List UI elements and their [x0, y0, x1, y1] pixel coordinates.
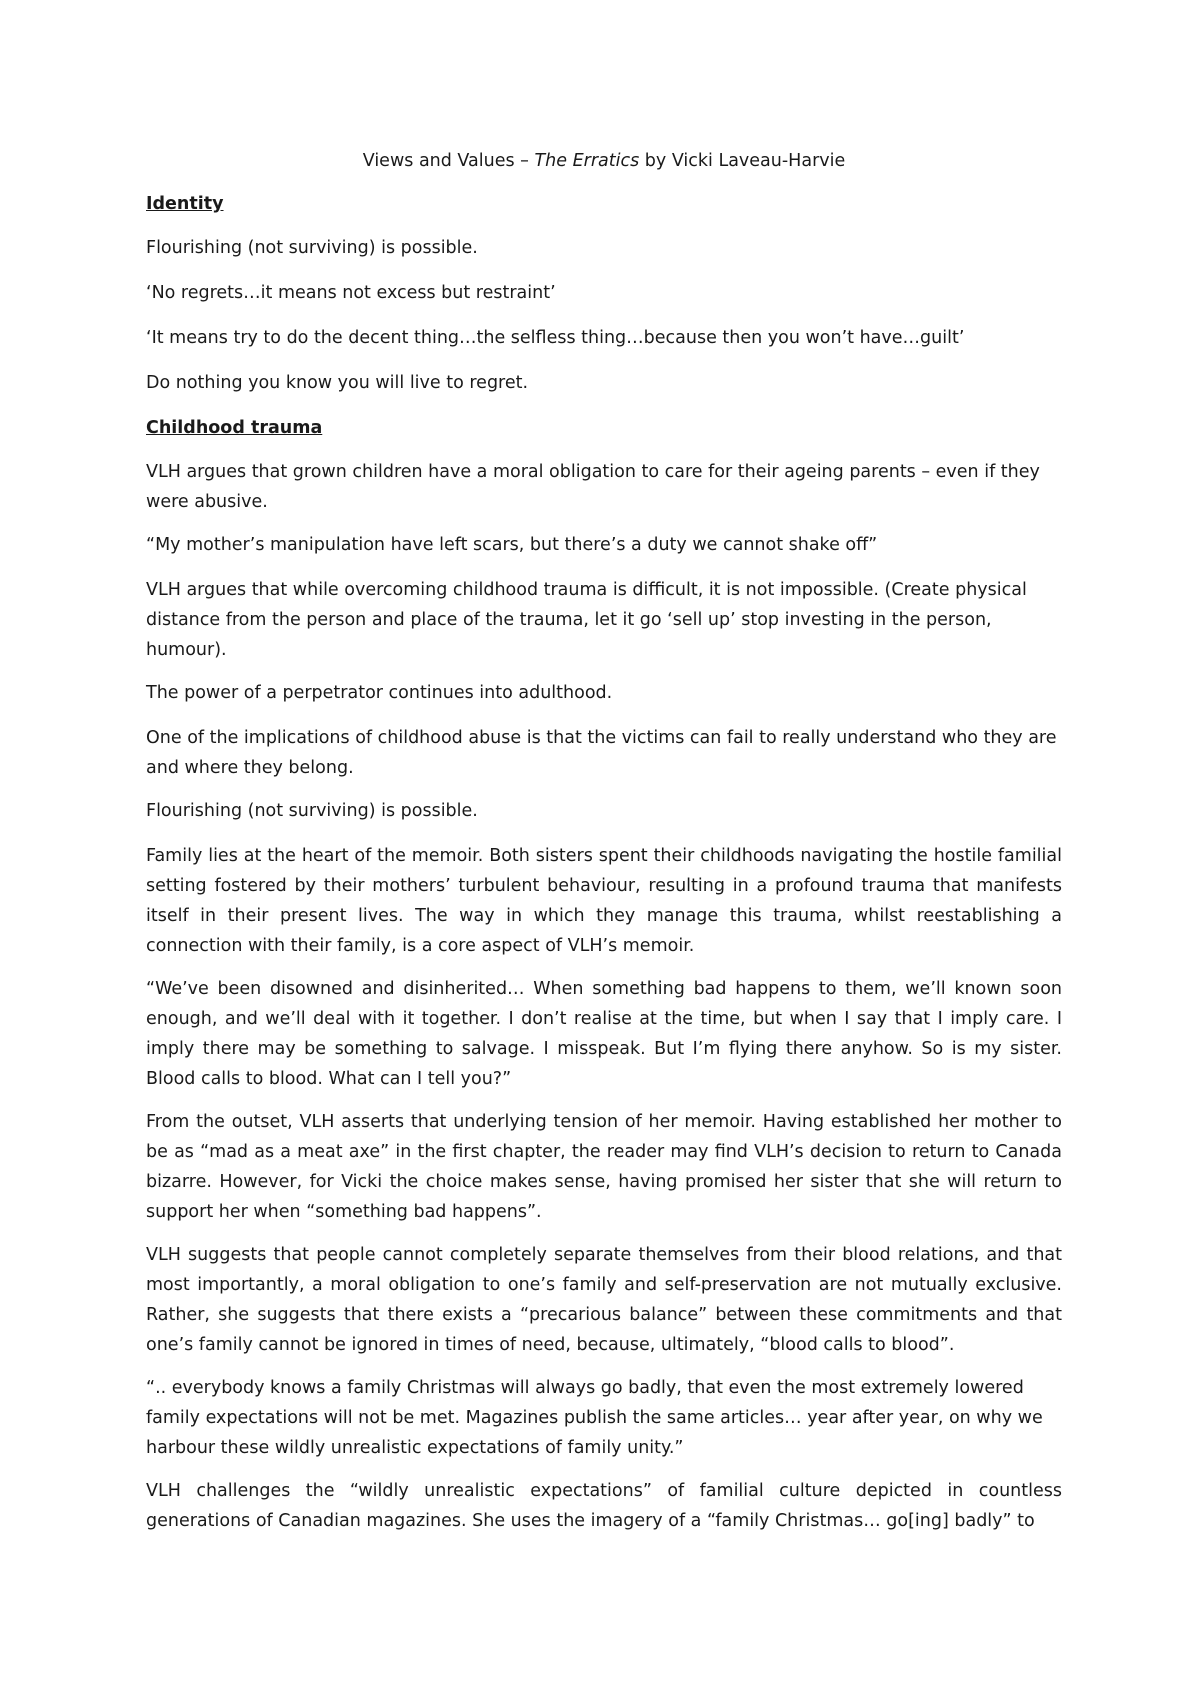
trauma-paragraph-1: VLH argues that grown children have a moral obligation to care for their ageing parents – even if they were abusive. [146, 462, 1040, 512]
trauma-paragraph-4: The power of a perpetrator continues into adulthood. [146, 683, 613, 703]
trauma-paragraph-5: One of the implications of childhood abuse is that the victims can fail to really understand who they are and where they belong. [146, 728, 1057, 778]
identity-paragraph-2: ‘No regrets…it means not excess but restraint’ [146, 283, 556, 303]
identity-paragraph-1: Flourishing (not surviving) is possible. [146, 238, 478, 258]
document-page [146, 146, 1062, 1551]
trauma-paragraph-2: “My mother’s manipulation have left scars, but there’s a duty we cannot shake off” [146, 535, 878, 555]
trauma-paragraph-11: “.. everybody knows a family Christmas will always go badly, that even the most extremely lowered family expectations will not be met. Magazines publish the same articles… year after year, on why we harbour these wildly unrealistic expectations of family unity.” [146, 1378, 1043, 1458]
identity-paragraph-3: ‘It means try to do the decent thing…the selfless thing…because then you won’t have…guilt’ [146, 328, 965, 348]
trauma-paragraph-3: VLH argues that while overcoming childhood trauma is difficult, it is not impossible. (Create physical distance from the person and place of the trauma, let it go ‘sell up’ stop investing in the person, humour). [146, 580, 1027, 660]
identity-paragraph-4: Do nothing you know you will live to regret. [146, 373, 529, 393]
document-title [146, 146, 1062, 176]
title-prefix: Views and Values – [362, 151, 535, 171]
trauma-paragraph-8: “We’ve been disowned and disinherited… When something bad happens to them, we’ll known soon enough, and we’ll deal with it together. I don’t realise at the time, but when I say that I imply care. I imply there may be something to salvage. I misspeak. But I’m flying there anyhow. So is my sister. Blood calls to blood. What can I tell you?” [146, 979, 1062, 1089]
trauma-paragraph-9: From the outset, VLH asserts that underlying tension of her memoir. Having established her mother to be as “mad as a meat axe” in the first chapter, the reader may find VLH’s decision to return to Canada bizarre. However, for Vicki the choice makes sense, having promised her sister that she will return to support her when “something bad happens”. [146, 1112, 1062, 1222]
heading-childhood-trauma: Childhood trauma [146, 418, 323, 438]
trauma-paragraph-7: Family lies at the heart of the memoir. Both sisters spent their childhoods navigating the hostile familial setting fostered by their mothers’ turbulent behaviour, resulting in a profound trauma that manifests itself in their present lives. The way in which they manage this trauma, whilst reestablishing a connection with their family, is a core aspect of VLH’s memoir. [146, 846, 1062, 956]
title-suffix: by Vicki Laveau-Harvie [639, 151, 846, 171]
trauma-paragraph-6: Flourishing (not surviving) is possible. [146, 801, 478, 821]
trauma-paragraph-10: VLH suggests that people cannot completely separate themselves from their blood relations, and that most importantly, a moral obligation to one’s family and self-preservation are not mutually exclusive. Rather, she suggests that there exists a “precarious balance” between these commitments and that one’s family cannot be ignored in times of need, because, ultimately, “blood calls to blood”. [146, 1245, 1062, 1355]
trauma-paragraph-12: VLH challenges the “wildly unrealistic expectations” of familial culture depicted in countless generations of Canadian magazines. She uses the imagery of a “family Christmas… go[ing] badly” to [146, 1481, 1062, 1531]
title-book: The Erratics [534, 151, 640, 171]
heading-identity: Identity [146, 194, 224, 214]
